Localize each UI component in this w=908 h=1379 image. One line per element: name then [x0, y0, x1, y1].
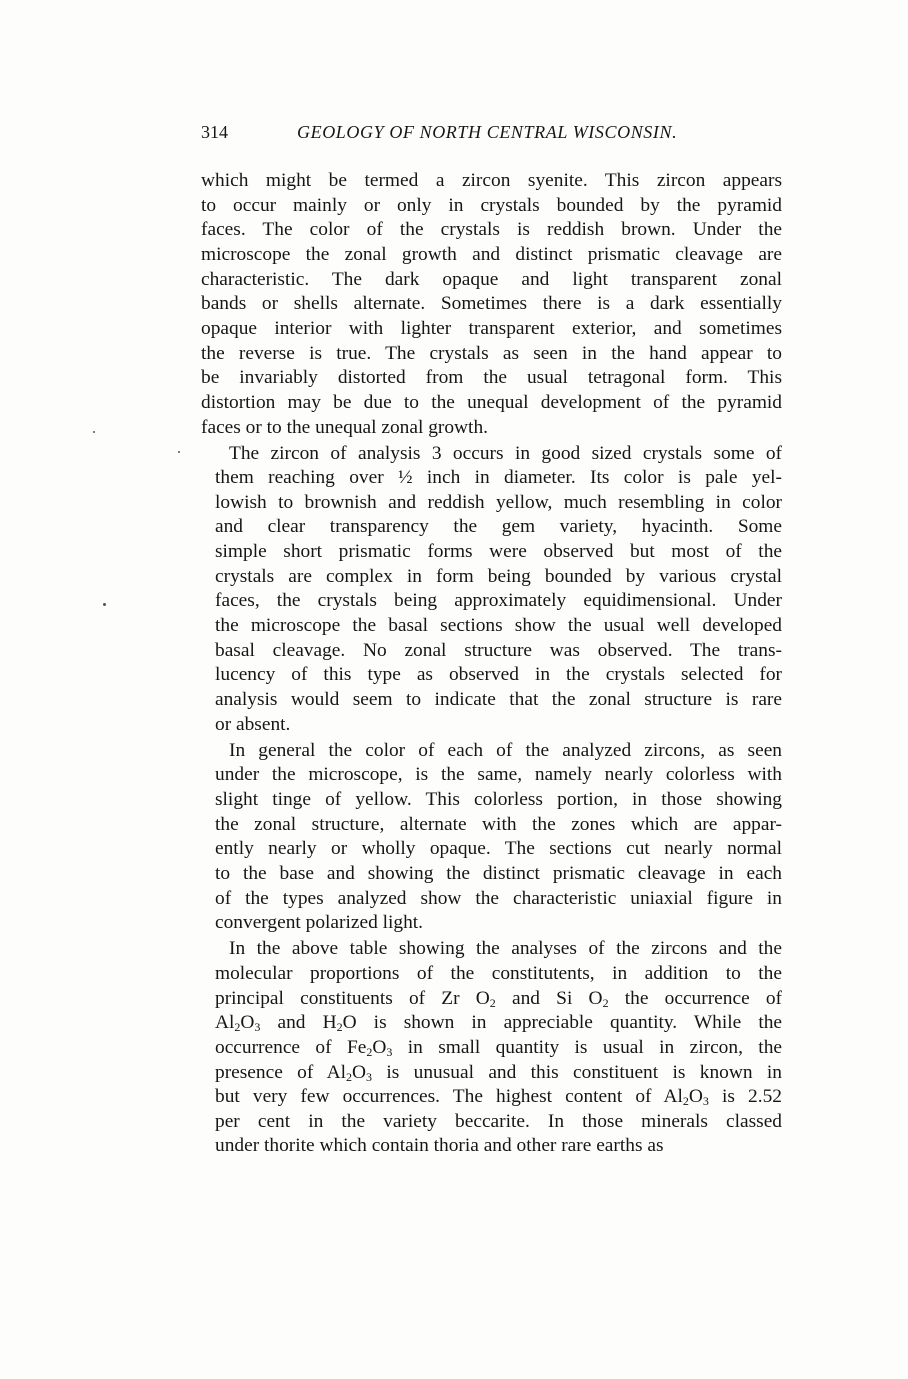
paragraph-4 — [201, 937, 782, 1159]
text-line: simple short prismatic forms were observed but most of the — [215, 541, 782, 563]
formula-subscript: 2 — [489, 995, 496, 1010]
text-line: distortion may be due to the unequal development of the pyramid — [201, 391, 782, 413]
text-line-with-formula: but very few occurrences. The highest content of $Al_2O_3$ is 2.52 — [215, 1086, 782, 1109]
paragraph-1 — [201, 169, 782, 440]
text-line-with-formula: $Al_2O_3$ and $H_2O$ is shown in appreciable quantity. While the — [215, 1012, 783, 1035]
text-line: faces. The color of the crystals is reddish brown. Under the — [201, 219, 782, 241]
text-line: characteristic. The dark opaque and light transparent zonal — [201, 268, 782, 290]
formula-subscript: 3 — [702, 1094, 709, 1109]
text-line: the reverse is true. The crystals as seen in the hand appear to — [201, 342, 782, 364]
text-line: slight tinge of yellow. This colorless portion, in those showing — [215, 789, 782, 810]
text-line: the zonal structure, alternate with the zones which are appar- — [215, 813, 782, 835]
text-line-with-formula: presence of $Al_2O_3$ is unusual and this constituent is known in — [215, 1061, 782, 1084]
scan-speck — [103, 603, 106, 606]
formula-subscript: 2 — [682, 1094, 689, 1109]
text-line: opaque interior with lighter transparent exterior, and sometimes — [201, 317, 782, 339]
formula-subscript: 3 — [366, 1069, 373, 1084]
text-line: or absent. — [215, 713, 291, 735]
running-title: GEOLOGY OF NORTH CENTRAL WISCONSIN. — [297, 122, 678, 142]
text-line: basal cleavage. No zonal structure was observed. The trans- — [215, 639, 782, 661]
formula-subscript: 2 — [234, 1020, 241, 1035]
text-line: faces, the crystals being approximately equidimensional. Under — [215, 590, 782, 612]
page-number: 314 — [201, 122, 228, 142]
formula-subscript: 2 — [602, 995, 609, 1010]
text-line: lowish to brownish and reddish yellow, much resembling in color — [215, 491, 782, 513]
text-line: of the types analyzed show the characteristic uniaxial figure in — [215, 887, 782, 909]
scan-speck — [178, 451, 180, 453]
paragraph-3 — [201, 739, 782, 936]
formula-subscript: 2 — [346, 1069, 352, 1084]
body-text — [201, 169, 782, 1160]
text-line: crystals are complex in form being bounded by various crystal — [215, 565, 782, 587]
paragraph-2 — [201, 442, 782, 738]
text-line: per cent in the variety beccarite. In those minerals classed — [215, 1110, 782, 1132]
text-line: and clear transparency the gem variety, hyacinth. Some — [215, 516, 782, 538]
text-line: faces or to the unequal zonal growth. — [201, 416, 488, 438]
text-line: microscope the zonal growth and distinct prismatic cleavage are — [201, 243, 782, 265]
text-line: to the base and showing the distinct prismatic cleavage in each — [215, 862, 782, 884]
text-line-with-formula: occurrence of $Fe_2O_3$ in small quantity is usual in zircon, the — [215, 1036, 782, 1059]
formula-subscript: 2 — [366, 1044, 373, 1059]
text-line: under thorite which contain thoria and other rare earths as — [215, 1135, 664, 1157]
text-line: The zircon of analysis 3 occurs in good sized crystals some of — [229, 442, 782, 464]
text-line: them reaching over ½ inch in diameter. Its color is pale yel- — [215, 467, 782, 489]
text-line: convergent polarized light. — [215, 912, 424, 934]
scan-speck — [93, 431, 95, 433]
text-line: the microscope the basal sections show the usual well developed — [215, 615, 782, 637]
formula-subscript: 2 — [336, 1020, 343, 1035]
text-line: bands or shells alternate. Sometimes there is a dark essentially — [201, 293, 782, 315]
text-line: which might be termed a zircon syenite. This zircon appears — [201, 170, 782, 191]
text-line: molecular proportions of the constitutents, in addition to the — [215, 962, 782, 984]
text-line-with-formula: principal constituents of Zr $O_2$ and Si $O_2$ the occurrence of — [215, 987, 783, 1010]
text-line: to occur mainly or only in crystals bounded by the pyramid — [201, 194, 782, 216]
text-line: under the microscope, is the same, namely nearly colorless with — [215, 764, 782, 786]
formula-subscript: 3 — [386, 1044, 393, 1059]
text-line: In general the color of each of the analyzed zircons, as seen — [229, 739, 782, 761]
text-line: ently nearly or wholly opaque. The sections cut nearly normal — [215, 838, 782, 860]
formula-subscript: 3 — [254, 1020, 261, 1035]
text-line: In the above table showing the analyses of the zircons and the — [229, 938, 782, 960]
page-header — [201, 118, 761, 146]
text-line: analysis would seem to indicate that the zonal structure is rare — [215, 689, 782, 711]
text-line: be invariably distorted from the usual tetragonal form. This — [201, 367, 782, 389]
text-line: lucency of this type as observed in the crystals selected for — [215, 664, 782, 686]
